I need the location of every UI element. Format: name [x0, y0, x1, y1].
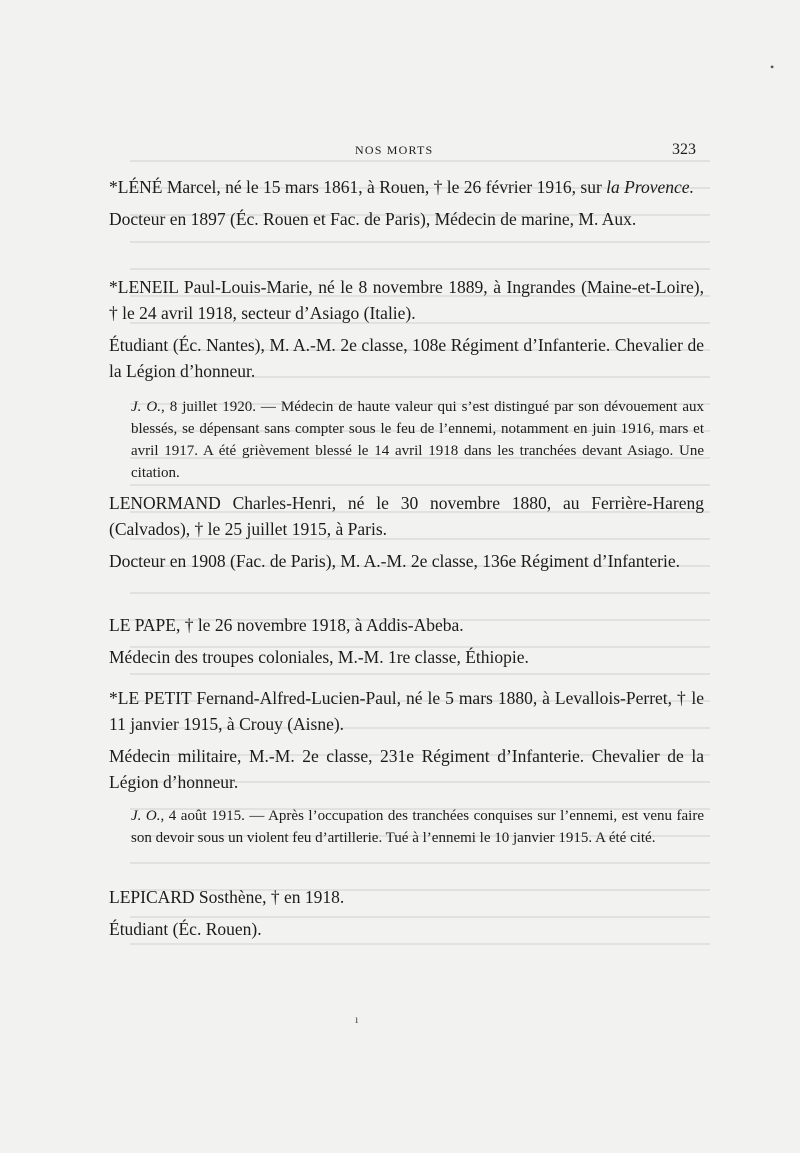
entry-detail: Étudiant (Éc. Rouen).: [109, 919, 262, 939]
entry-lenormand: [109, 490, 704, 574]
entry-title: LENORMAND Charles-Henri, né le 30 novembre 1880, au Ferrière-Hareng (Calvados), † le 25 juillet 1915, à Paris.: [109, 493, 704, 539]
entry-title: LE PAPE, † le 26 novembre 1918, à Addis-Abeba.: [109, 615, 464, 635]
entry-leneil: [109, 274, 704, 484]
entry-lene: [109, 174, 704, 232]
entry-title-text: *LÉNÉ Marcel, né le 15 mars 1861, à Rouen, † le 26 février 1916, sur: [109, 177, 607, 197]
entry-title: LEPICARD Sosthène, † en 1918.: [109, 887, 345, 907]
entry-detail: Médecin des troupes coloniales, M.-M. 1re classe, Éthiopie.: [109, 647, 529, 667]
citation: [131, 805, 704, 849]
entry-title: [109, 174, 704, 200]
ink-speck: •: [770, 60, 775, 74]
ink-speck: ı: [355, 1012, 359, 1026]
citation-text: , 4 août 1915. — Après l’occupation des tranchées conquises sur l’ennemi, est venu faire son devoir sous un violent feu d’artillerie. Tué à l’ennemi le 10 janvier 1915. A été cité.: [131, 808, 704, 846]
citation-ref: J. O.: [131, 808, 161, 824]
entry-le-pape: [109, 612, 704, 670]
citation-ref: J. O.: [131, 399, 161, 415]
entry-detail: Docteur en 1897 (Éc. Rouen et Fac. de Paris), Médecin de marine, M. Aux.: [109, 209, 637, 229]
entry-title: *LENEIL Paul-Louis-Marie, né le 8 novembre 1889, à Ingrandes (Maine-et-Loire), † le 24 avril 1918, secteur d’Asiago (Italie).: [109, 277, 704, 323]
page-header: [0, 141, 800, 163]
page-number: 323: [672, 141, 696, 158]
citation: [131, 396, 704, 484]
entry-detail: Docteur en 1908 (Fac. de Paris), M. A.-M. 2e classe, 136e Régiment d’Infanterie.: [109, 551, 681, 571]
entry-detail: Médecin militaire, M.-M. 2e classe, 231e Régiment d’Infanterie. Chevalier de la Légion d’honneur.: [109, 746, 704, 792]
running-head: NOS MORTS: [355, 143, 434, 157]
entry-detail: Étudiant (Éc. Nantes), M. A.-M. 2e classe, 108e Régiment d’Infanterie. Chevalier de la Légion d’honneur.: [109, 335, 704, 381]
entry-lepicard: [109, 884, 704, 942]
entry-title: *LE PETIT Fernand-Alfred-Lucien-Paul, né le 5 mars 1880, à Levallois-Perret, † le 11 janvier 1915, à Crouy (Aisne).: [109, 688, 704, 734]
entry-le-petit: [109, 685, 704, 849]
ship-name: la Provence.: [606, 177, 694, 197]
citation-text: , 8 juillet 1920. — Médecin de haute valeur qui s’est distingué par son dévouement aux blessés, se dépensant sans compter sous le feu de l’ennemi, notamment en juin 1916, mars et avril 1917. A été grièvement blessé le 14 avril 1918 dans les tranchées devant Asiago. Une citation.: [131, 399, 704, 481]
